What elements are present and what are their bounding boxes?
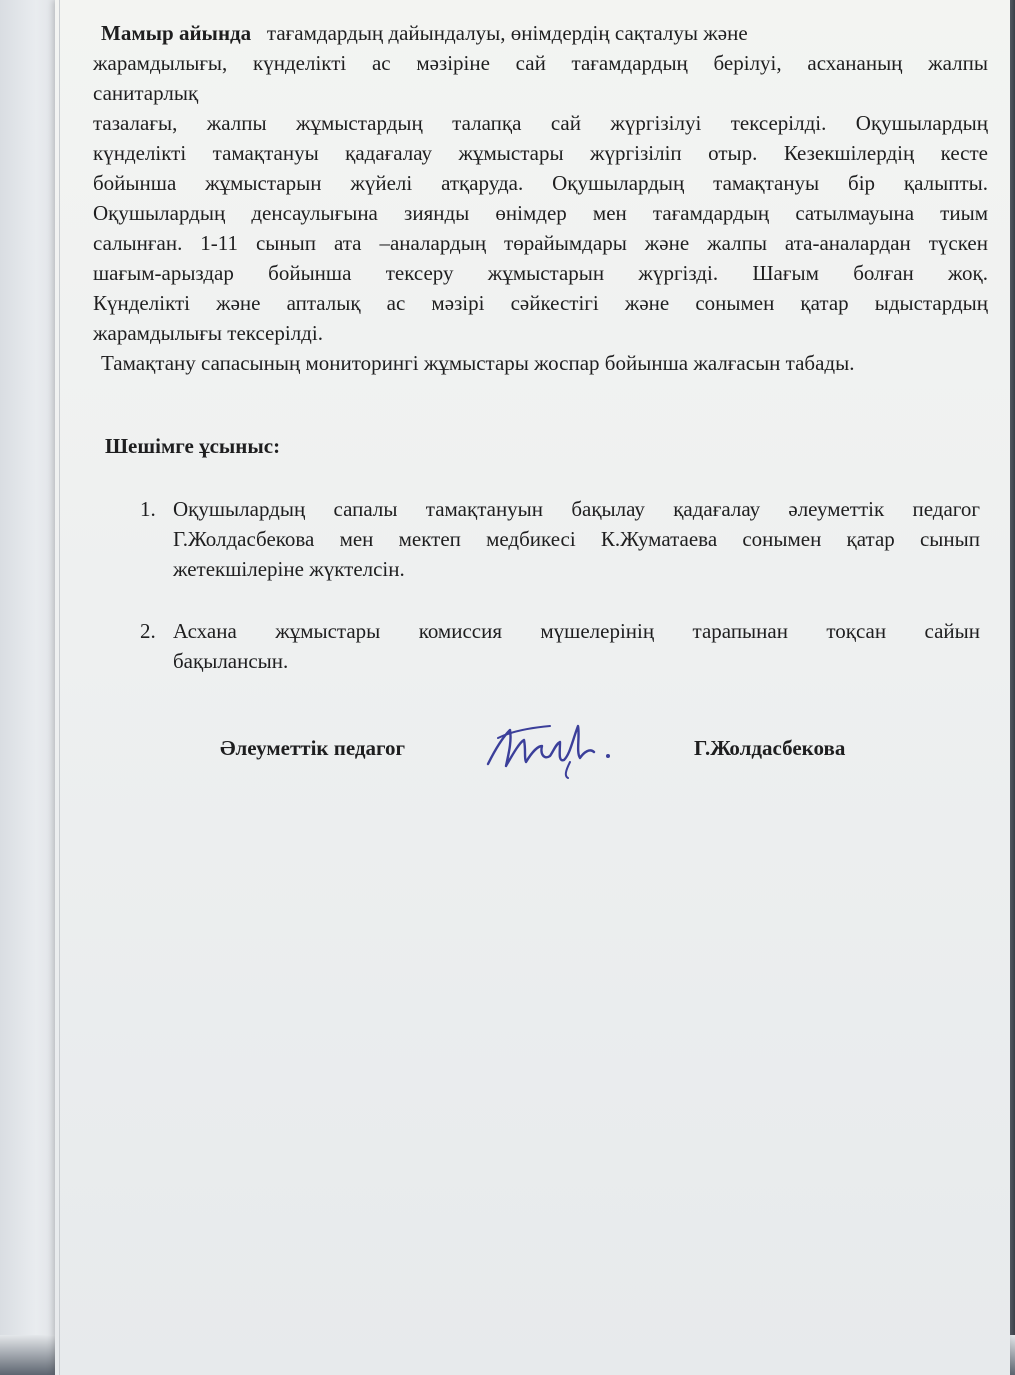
paragraph-line-2: жарамдылығы, күнделікті ас мәзіріне сай тағамдардың берілуі, асхананың жалпы	[93, 51, 988, 75]
backdrop-left	[0, 0, 60, 1375]
paragraph-line-12: Тамақтану сапасының мониторингі жұмыстары жоспар бойынша жалғасын табады.	[101, 351, 855, 375]
paragraph-line-4: тазалағы, жалпы жұмыстардың талапқа сай жүргізілуі тексерілді. Оқушылардың	[93, 111, 988, 135]
report-paragraph	[93, 18, 988, 378]
paragraph-line-1-text: тағамдардың дайындалуы, өнімдердің сақталуы және	[266, 21, 748, 45]
paragraph-line-5: күнделікті тамақтануы қадағалау жұмыстары жүргізіліп отыр. Кезекшілердің кесте	[93, 141, 988, 165]
paragraph-line-10: Күнделікті және апталық ас мәзірі сәйкестігі және сонымен қатар ыдыстардың	[93, 291, 988, 315]
month-label: Мамыр айында	[101, 21, 252, 45]
recommendation-list	[140, 494, 980, 708]
signatory-role: Әлеуметтік педагог	[220, 736, 406, 760]
handwritten-signature	[480, 712, 620, 782]
sheet-edge	[59, 0, 60, 1375]
recommendation-heading: Шешімге ұсыныс:	[105, 434, 281, 458]
recommendation-item-1	[140, 494, 980, 584]
document-sheet	[55, 0, 1010, 1375]
recommendation-1-line-3: жетекшілеріне жүктелсін.	[173, 557, 405, 581]
paragraph-line-11: жарамдылығы тексерілді.	[93, 321, 323, 345]
paragraph-line-8: салынған. 1-11 сынып ата –аналардың төрайымдары және жалпы ата-аналардан түскен	[93, 231, 988, 255]
recommendation-2-line-2: бақылансын.	[173, 649, 289, 673]
paragraph-line-9: шағым-арыздар бойынша тексеру жұмыстарын жүргізді. Шағым болған жоқ.	[93, 261, 988, 285]
paragraph-line-7: Оқушылардың денсаулығына зиянды өнімдер мен тағамдардың сатылмауына тиым	[93, 201, 988, 225]
paragraph-line-1	[93, 18, 988, 48]
recommendation-number: 1.	[140, 497, 156, 521]
signature-row	[220, 734, 920, 784]
recommendation-2-line-1: Асхана жұмыстары комиссия мүшелерінің тарапынан тоқсан сайын	[173, 619, 980, 643]
paragraph-line-6: бойынша жұмыстарын жүйелі атқаруда. Оқушылардың тамақтануы бір қалыпты.	[93, 171, 988, 195]
signatory-name: Г.Жолдасбекова	[694, 736, 846, 760]
recommendation-1-line-2: Г.Жолдасбекова мен мектеп медбикесі К.Жуматаева сонымен қатар сынып	[173, 527, 980, 551]
recommendation-number: 2.	[140, 619, 156, 643]
recommendation-item-2	[140, 616, 980, 676]
recommendation-1-line-1: Оқушылардың сапалы тамақтануын бақылау қадағалау әлеуметтік педагог	[173, 497, 980, 521]
paragraph-line-3: санитарлық	[93, 81, 199, 105]
